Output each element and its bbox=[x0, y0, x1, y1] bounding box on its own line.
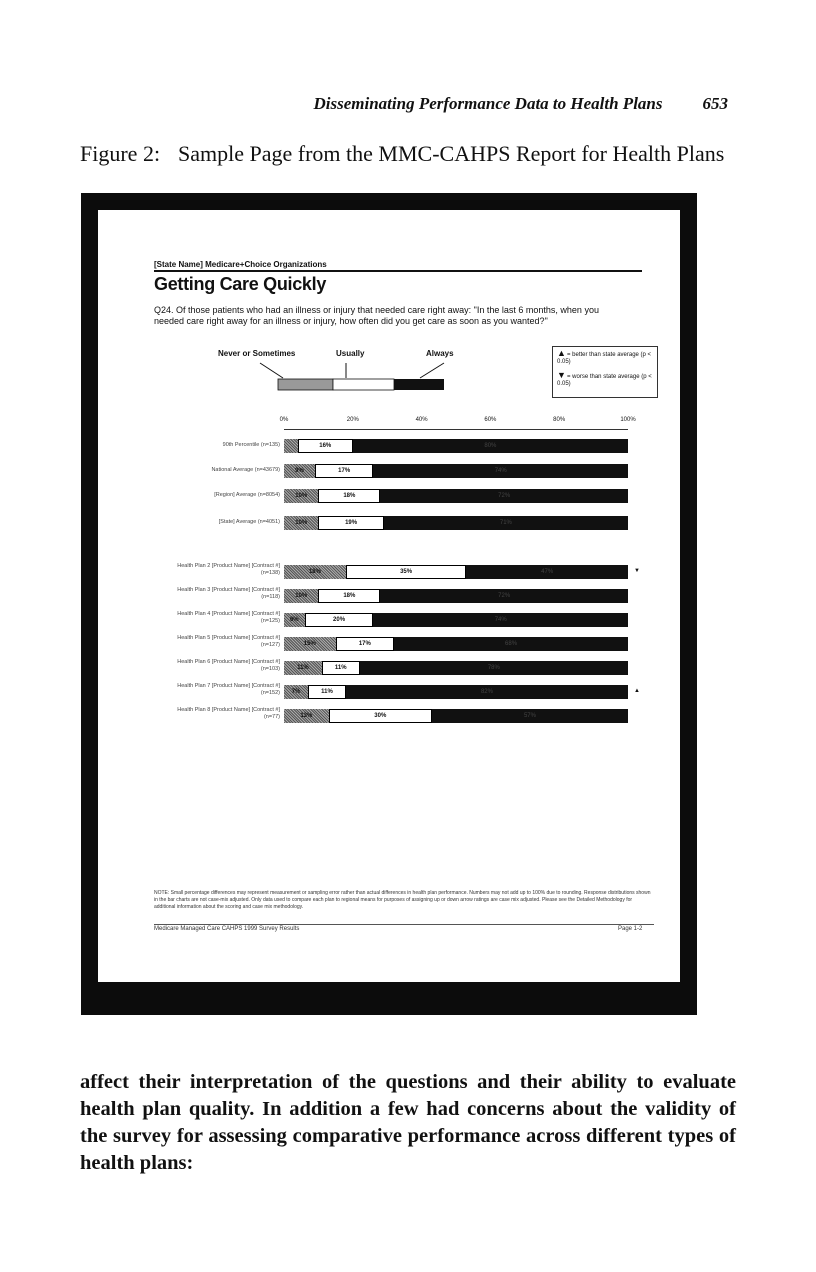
bar-never bbox=[284, 489, 318, 503]
report-title: Getting Care Quickly bbox=[154, 274, 327, 294]
row-label: Health Plan 4 [Product Name] [Contract #] (n=125) bbox=[177, 611, 280, 624]
bar-always: 80% bbox=[353, 439, 628, 453]
bar-always: 71% bbox=[384, 516, 628, 530]
bar-never-label: 10% bbox=[295, 493, 308, 499]
bar-row bbox=[284, 565, 628, 579]
bar-always: 82% bbox=[346, 685, 628, 699]
running-head bbox=[0, 94, 728, 114]
running-head-title: Disseminating Performance Data to Health Plans bbox=[313, 94, 663, 113]
x-tick-label: 100% bbox=[620, 417, 636, 423]
bar-never-label: 9% bbox=[295, 468, 304, 474]
x-tick-label: 60% bbox=[484, 417, 497, 423]
up-arrow-icon: ▲ bbox=[557, 348, 566, 358]
report-footer-left: Medicare Managed Care CAHPS 1999 Survey Results bbox=[154, 926, 300, 932]
scale-key-always bbox=[394, 379, 444, 390]
scale-pointer-never bbox=[260, 363, 283, 378]
bar-row bbox=[284, 709, 628, 723]
figure-frame bbox=[81, 193, 697, 1015]
row-label: Health Plan 7 [Product Name] [Contract #] (n=152) bbox=[177, 683, 280, 696]
bar-never bbox=[284, 589, 318, 603]
x-axis-line bbox=[284, 429, 628, 430]
scale-pointer-always bbox=[420, 363, 444, 378]
scale-key-never bbox=[278, 379, 333, 390]
bar-row bbox=[284, 637, 628, 651]
row-label: Health Plan 2 [Product Name] [Contract #] (n=138) bbox=[177, 563, 280, 576]
figure-caption bbox=[80, 141, 724, 167]
bar-usually: 16% bbox=[298, 439, 353, 453]
down-arrow-icon: ▼ bbox=[557, 370, 566, 380]
bar-never bbox=[284, 709, 329, 723]
footer-rule bbox=[154, 924, 654, 925]
bar-usually: 20% bbox=[305, 613, 374, 627]
bar-never bbox=[284, 565, 346, 579]
bar-never bbox=[284, 661, 322, 675]
bar-usually: 11% bbox=[322, 661, 360, 675]
org-rule bbox=[154, 270, 642, 272]
bar-always: 68% bbox=[394, 637, 628, 651]
row-label: 90th Percentile (n=135) bbox=[222, 442, 280, 448]
bar-never bbox=[284, 516, 318, 530]
bar-row bbox=[284, 516, 628, 530]
bar-never-label: 15% bbox=[303, 641, 316, 647]
bar-never bbox=[284, 439, 298, 453]
row-label: Health Plan 8 [Product Name] [Contract #] (n=77) bbox=[177, 707, 280, 720]
bar-never-label: 7% bbox=[291, 689, 301, 695]
page-number: 653 bbox=[702, 94, 728, 113]
bar-always: 72% bbox=[380, 589, 628, 603]
significance-legend bbox=[552, 346, 658, 398]
x-tick-label: 0% bbox=[279, 417, 289, 423]
bar-row bbox=[284, 685, 628, 699]
bar-row bbox=[284, 439, 628, 453]
scale-usually-label: Usually bbox=[336, 349, 365, 358]
legend-worse-text: = worse than state average (p < 0.05) bbox=[557, 374, 652, 387]
bar-row bbox=[284, 464, 628, 478]
bar-always: 74% bbox=[373, 613, 628, 627]
row-label: Health Plan 5 [Product Name] [Contract #] (n=127) bbox=[177, 635, 280, 648]
bar-never-label: 18% bbox=[308, 569, 321, 575]
down-arrow-icon: ▼ bbox=[634, 568, 640, 574]
bar-never-label: 11% bbox=[297, 665, 309, 671]
bar-always: 57% bbox=[432, 709, 628, 723]
bar-never-label: 13% bbox=[300, 713, 313, 719]
bar-never bbox=[284, 685, 308, 699]
bar-usually: 30% bbox=[329, 709, 432, 723]
bar-never bbox=[284, 637, 336, 651]
bar-usually: 11% bbox=[308, 685, 346, 699]
bar-never-label: 10% bbox=[295, 593, 308, 599]
report-note: NOTE: Small percentage differences may represent measurement or sampling error rather than actual differences in health plan performance. Numbers may not add up to 100% due to rounding. Response distributions shown in the bar charts are not case-mix adjusted. Only data used to compare each plan to regional means for purposes of assigning up or down arrow ratings are case mix adjusted. Please see the Detailed Methodology for additional information about the scoring and case mix methodology. bbox=[154, 890, 651, 910]
report-page bbox=[98, 210, 680, 982]
row-label: National Average (n=43679) bbox=[211, 467, 280, 473]
bar-never bbox=[284, 613, 305, 627]
bar-usually: 18% bbox=[318, 589, 380, 603]
report-question: Q24. Of those patients who had an illness or injury that needed care right away: "In the last 6 months, when you needed care right away for an illness or injury, how often did you get care as soon as you wanted?" bbox=[154, 305, 599, 326]
bar-row bbox=[284, 661, 628, 675]
bar-usually: 17% bbox=[336, 637, 394, 651]
bar-always: 78% bbox=[360, 661, 628, 675]
bar-usually: 18% bbox=[318, 489, 380, 503]
report-org-line: [State Name] Medicare+Choice Organizations bbox=[154, 260, 327, 269]
x-tick-label: 20% bbox=[346, 417, 359, 423]
bar-row bbox=[284, 489, 628, 503]
scale-key-usually bbox=[333, 379, 394, 390]
up-arrow-icon: ▲ bbox=[634, 688, 640, 694]
scale-always-label: Always bbox=[426, 349, 454, 358]
bar-row bbox=[284, 589, 628, 603]
bar-always: 72% bbox=[380, 489, 628, 503]
bar-never bbox=[284, 464, 315, 478]
scale-never-label: Never or Sometimes bbox=[218, 349, 296, 358]
bar-usually: 17% bbox=[315, 464, 373, 478]
bar-never-label: 6% bbox=[289, 617, 299, 623]
body-paragraph: affect their interpretation of the questions and their ability to evaluate health plan quality. In addition a few had concerns about the validity of the survey for assessing comparative performance across different types of health plans: bbox=[80, 1071, 736, 1174]
bar-usually: 19% bbox=[318, 516, 383, 530]
x-tick-label: 40% bbox=[415, 417, 428, 423]
row-label: Health Plan 6 [Product Name] [Contract #] (n=103) bbox=[177, 659, 280, 672]
legend-better-text: = better than state average (p < 0.05) bbox=[557, 352, 652, 365]
figure-caption-text: Sample Page from the MMC-CAHPS Report for Health Plans bbox=[178, 141, 725, 166]
row-label: [Region] Average (n=8054) bbox=[214, 492, 280, 498]
bar-row bbox=[284, 613, 628, 627]
report-footer-right: Page 1-2 bbox=[618, 926, 643, 932]
x-tick-label: 80% bbox=[553, 417, 566, 423]
figure-label: Figure 2: bbox=[80, 141, 161, 166]
row-label: [State] Average (n=4051) bbox=[218, 519, 280, 525]
bar-usually: 35% bbox=[346, 565, 466, 579]
row-label: Health Plan 3 [Product Name] [Contract #] (n=118) bbox=[177, 587, 280, 600]
bar-always: 74% bbox=[373, 464, 628, 478]
bar-always: 47% bbox=[466, 565, 628, 579]
bar-never-label: 10% bbox=[295, 520, 308, 526]
